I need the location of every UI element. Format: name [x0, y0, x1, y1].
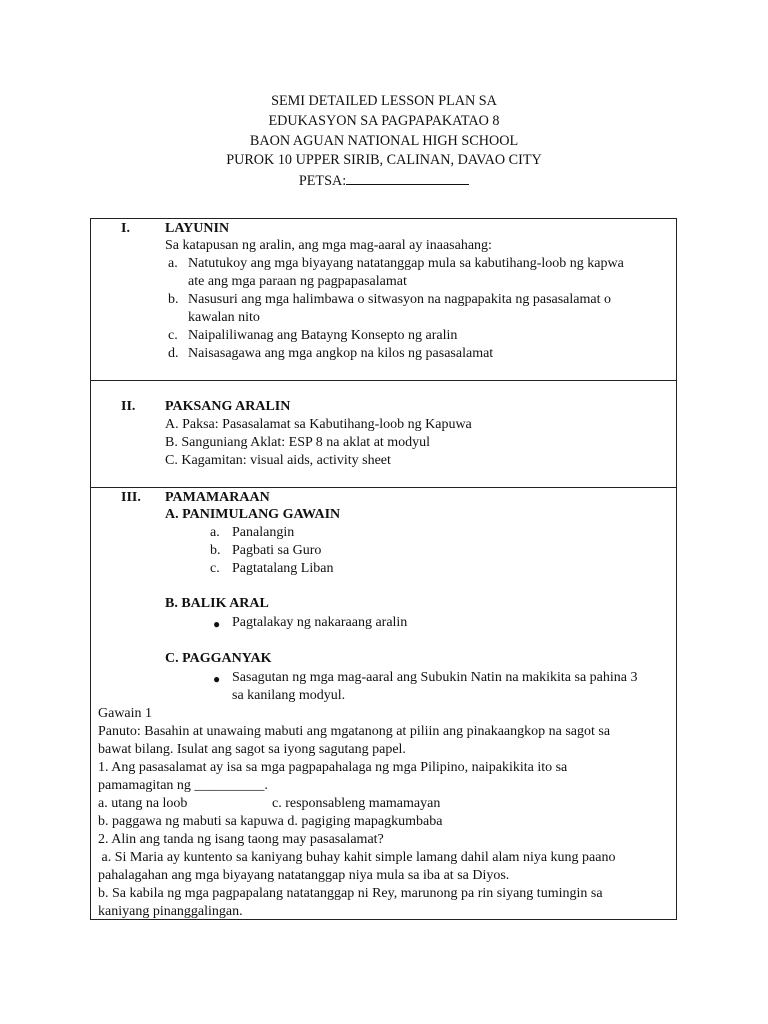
list-item-text: Pagbati sa Guro [232, 543, 322, 558]
list-item-letter: c. [210, 561, 220, 576]
list-item-letter: b. [168, 292, 179, 307]
bullet-text: Sasagutan ng mga mag-aaral ang Subukin Natin na makikita sa pahina 3 [232, 670, 638, 685]
bullet-text: Pagtalakay ng nakaraang aralin [232, 615, 408, 630]
list-item-letter: b. [210, 543, 221, 558]
bullet-text: sa kanilang modyul. [232, 688, 346, 703]
list-item-letter: a. [210, 525, 220, 540]
bullet-icon: ● [213, 672, 221, 686]
list-item-text: Panalangin [232, 525, 295, 540]
question-text: 1. Ang pasasalamat ay isa sa mga pagpapahalaga ng mga Pilipino, naipakikita ito sa [98, 760, 568, 775]
subsection-title-pagganyak: C. PAGGANYAK [165, 651, 272, 666]
panuto-text: Panuto: Basahin at unawaing mabuti ang mgatanong at piliin ang pinakaangkop na sagot sa [98, 724, 611, 739]
list-item-letter: c. [168, 328, 178, 343]
choice-a-cont: pahalagahan ang mga biyayang natatanggap niya mula sa iba at sa Diyos. [98, 868, 510, 883]
choice-b-cont: kaniyang pinanggalingan. [98, 904, 243, 919]
list-item-text: Nasusuri ang mga halimbawa o sitwasyon na nagpapakita ng pasasalamat o [188, 292, 611, 307]
section-layunin [90, 218, 677, 381]
header-title: SEMI DETAILED LESSON PLAN SA [271, 93, 497, 109]
list-item-text: ate ang mga paraan ng pagpapasalamat [188, 274, 407, 289]
section-numeral: I. [121, 221, 130, 236]
question-text: 2. Alin ang tanda ng isang taong may pasasalamat? [98, 832, 384, 847]
list-item-text: Natutukoy ang mga biyayang natatanggap mula sa kabutihang-loob ng kapwa [188, 256, 624, 271]
header-petsa [0, 171, 768, 192]
kagamitan-line: C. Kagamitan: visual aids, activity sheet [165, 453, 391, 468]
list-item-text: Pagtatalang Liban [232, 561, 334, 576]
choice-b-d: b. paggawa ng mabuti sa kapuwa d. pagiging mapagkumbaba [98, 814, 443, 829]
gawain-title: Gawain 1 [98, 706, 153, 721]
choice-a: a. Si Maria ay kuntento sa kaniyang buhay kahit simple lamang dahil alam niya kung paano [98, 850, 616, 865]
section-intro: Sa katapusan ng aralin, ang mga mag-aaral ay inaasahang: [165, 238, 492, 253]
section-numeral: III. [121, 490, 141, 505]
bullet-icon: ● [213, 617, 221, 631]
section-pamamaraan [90, 487, 677, 920]
header-address: PUROK 10 UPPER SIRIB, CALINAN, DAVAO CITY [226, 152, 542, 169]
petsa-label: PETSA: [298, 173, 347, 190]
subsection-title-balik-aral: B. BALIK ARAL [165, 596, 269, 611]
list-item-letter: a. [168, 256, 178, 271]
question-text: pamamagitan ng __________. [98, 778, 268, 793]
list-item-text: kawalan nito [188, 310, 260, 325]
list-item-letter: d. [168, 346, 179, 361]
section-paksang-aralin [90, 380, 677, 488]
sanggunian-line: B. Sanguniang Aklat: ESP 8 na aklat at modyul [165, 435, 431, 450]
petsa-blank-line [346, 171, 469, 185]
choice-b: b. Sa kabila ng mga pagpapalang natatanggap ni Rey, marunong pa rin siyang tumingin sa [98, 886, 603, 901]
header-school: BAON AGUAN NATIONAL HIGH SCHOOL [249, 132, 519, 149]
list-item-text: Naisasagawa ang mga angkop na kilos ng pasasalamat [188, 346, 494, 361]
document-header [0, 92, 768, 192]
header-subject: EDUKASYON SA PAGPAPAKATAO 8 [268, 112, 500, 129]
section-title: PAKSANG ARALIN [165, 399, 291, 414]
list-item-text: Naipaliliwanag ang Batayng Konsepto ng aralin [188, 328, 458, 343]
choice-c: c. responsableng mamamayan [272, 796, 441, 811]
subsection-title-panimulang-gawain: A. PANIMULANG GAWAIN [165, 507, 341, 522]
choice-a: a. utang na loob [98, 796, 188, 811]
section-title: LAYUNIN [165, 221, 230, 236]
paksa-line: A. Paksa: Pasasalamat sa Kabutihang-loob ng Kapuwa [165, 417, 472, 432]
panuto-text: bawat bilang. Isulat ang sagot sa iyong sagutang papel. [98, 742, 406, 757]
section-numeral: II. [121, 399, 136, 414]
section-title: PAMAMARAAN [165, 490, 270, 505]
